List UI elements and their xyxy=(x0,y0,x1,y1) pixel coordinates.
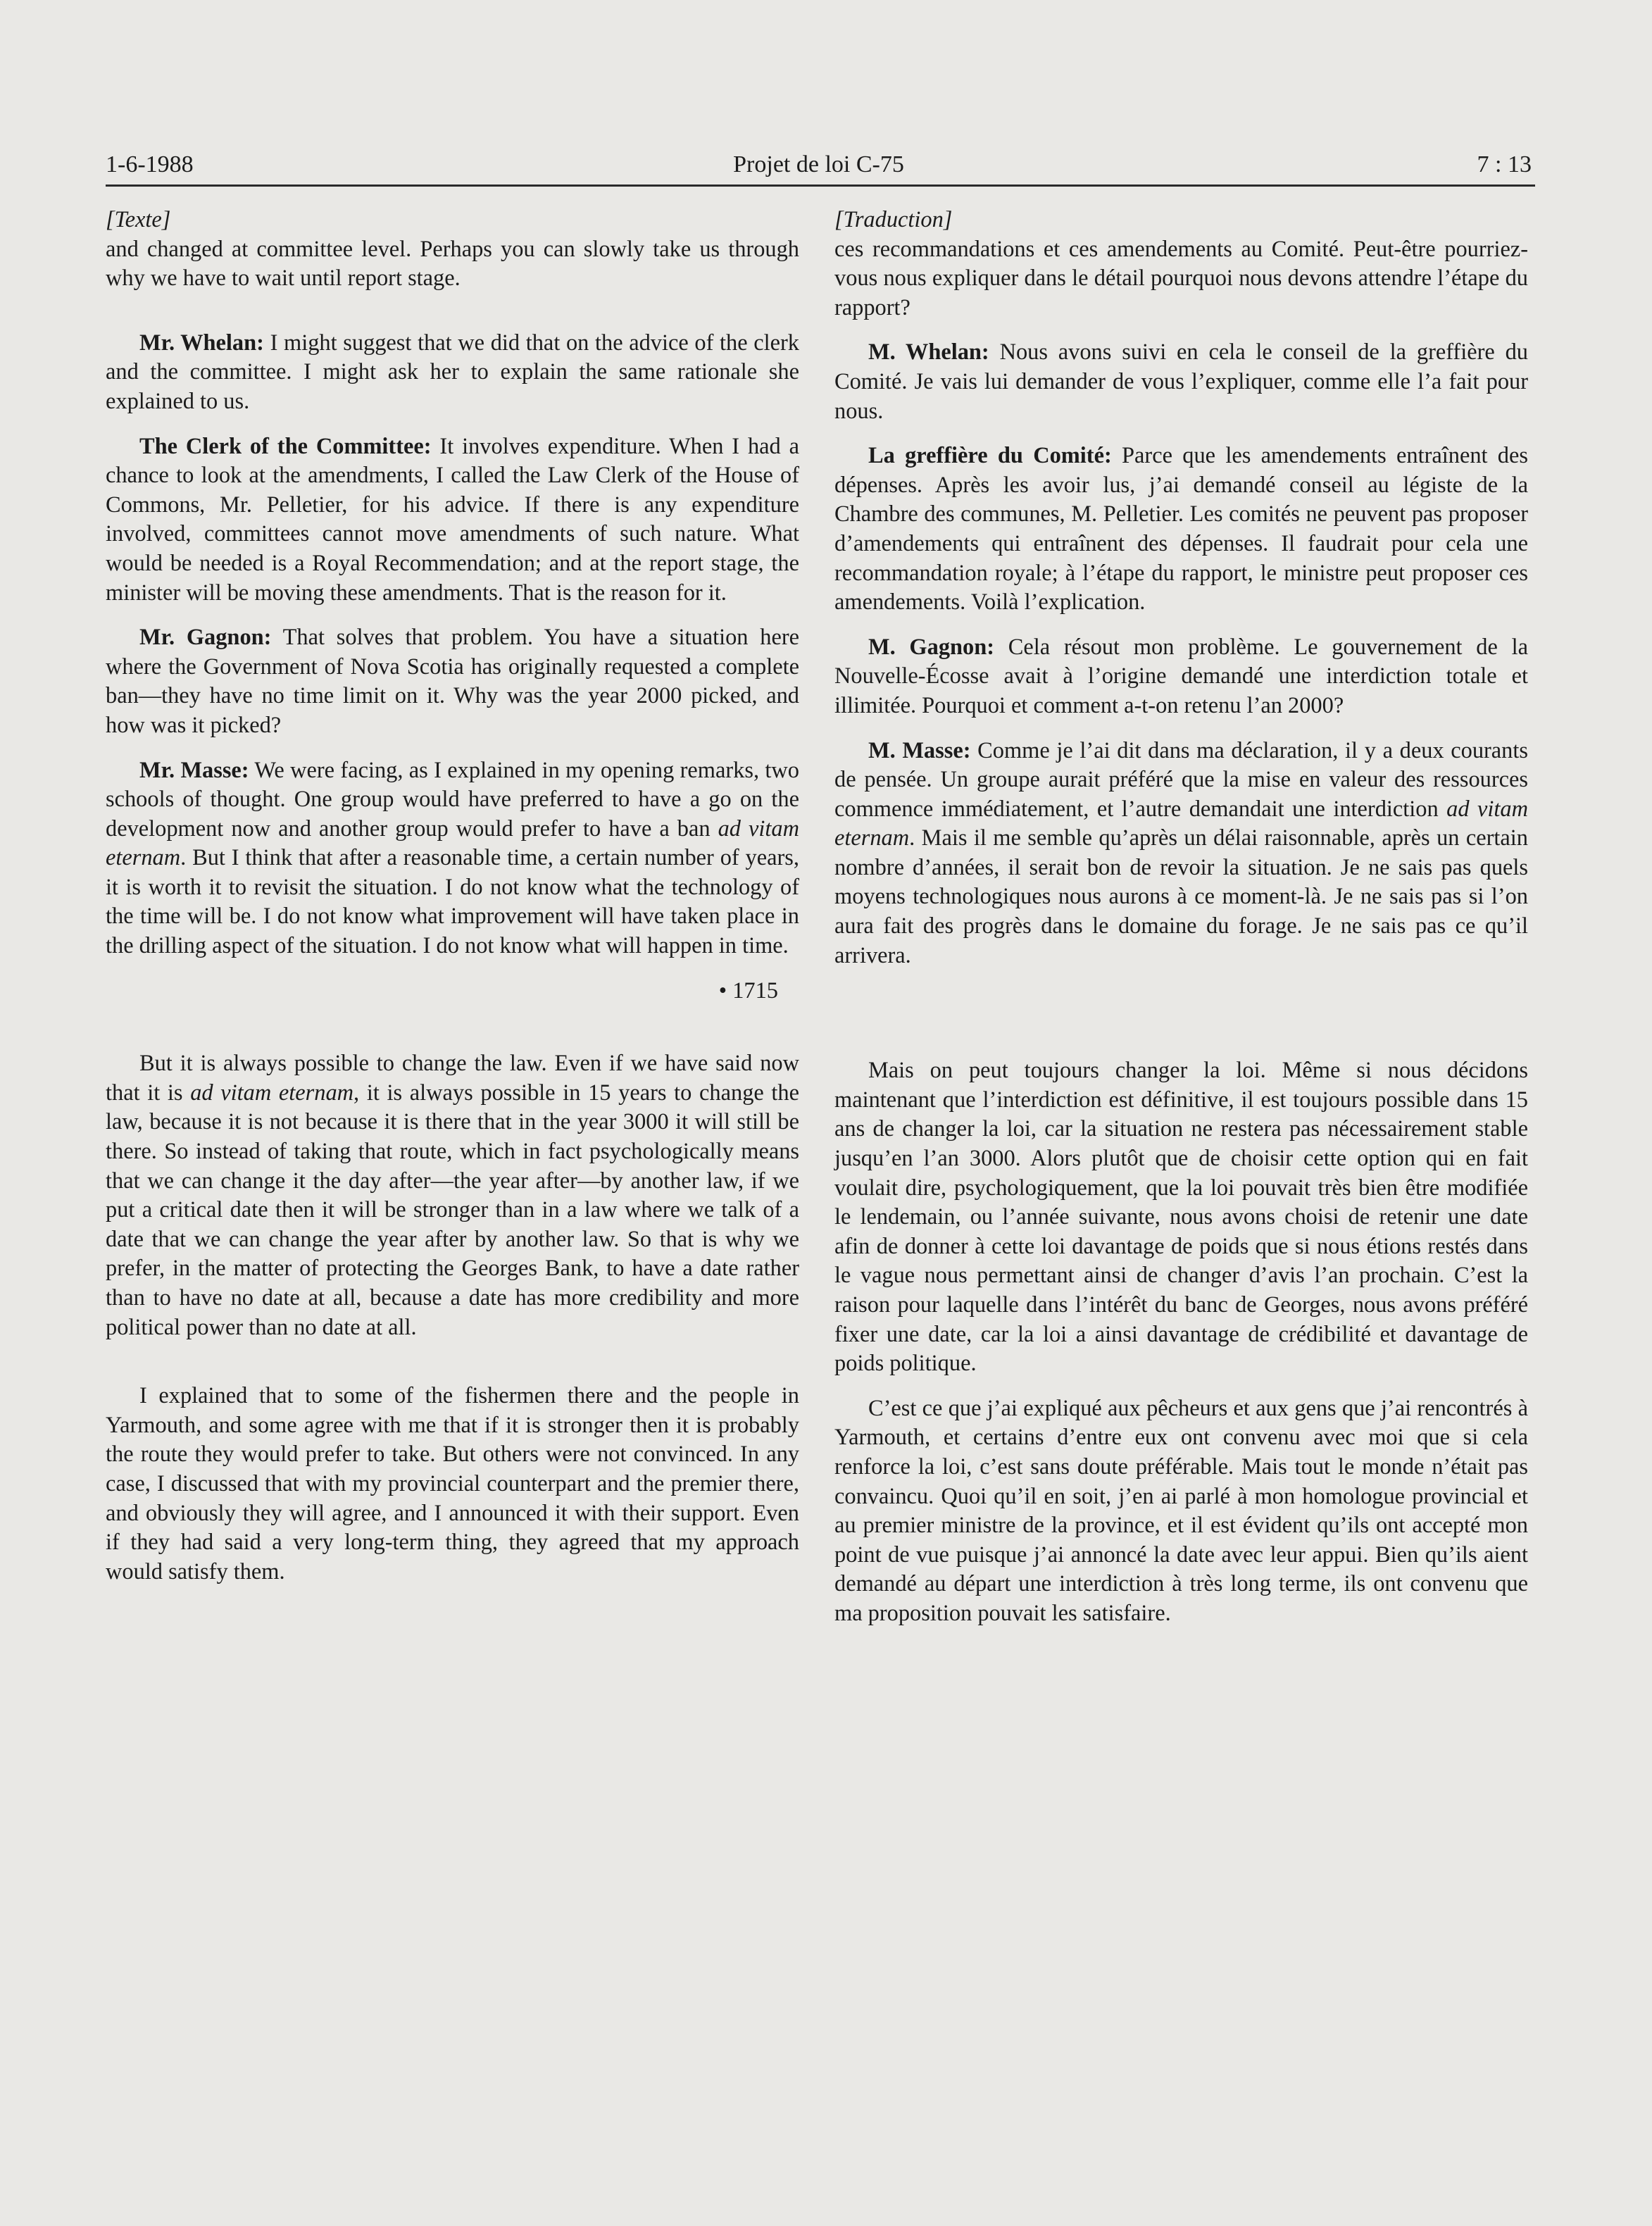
paragraph-text: That solves that problem. You have a situation here where the Government of Nova Scotia has originally requested a complete ban—they have no time limit on it. Why was the year 2000 picked, and how was it picked? xyxy=(106,625,799,738)
paragraph-whelan xyxy=(834,338,1528,426)
paragraph-fishermen: C’est ce que j’ai expliqué aux pêcheurs et aux gens que j’ai rencontrés à Yarmouth, et certains d’entre eux ont convenu avec moi que si cela renforce la loi, c’est sans doute préférable. Mais tout le monde n’était pas convaincu. Quoi qu’il en soit, j’en ai parlé à mon homologue provincial et au premier ministre de la province, et il est évident qu’ils ont accepté mon point de vue puisque j’ai annoncé la date avec leur appui. Bien qu’ils aient demandé au départ une interdiction à très long terme, ils ont convenu que ma proposition pouvait les satisfaire. xyxy=(834,1395,1528,1626)
paragraph-masse xyxy=(834,737,1528,971)
paragraph-text: Cela résout mon problème. Le gouvernement de la Nouvelle-Écosse avait à l’origine demandé une interdiction totale et illimitée. Pourquoi et comment a-t-on retenu l’an 2000? xyxy=(834,634,1528,718)
page-header xyxy=(106,151,1532,186)
paragraph-fishermen: I explained that to some of the fishermen there and the people in Yarmouth, and some agree with me that if it is stronger then it is probably the route they would prefer to take. But others were not convinced. In any case, I discussed that with my provincial counterpart and the premier there, and obviously they will agree, and I announced it with their support. Even if they had said a very long-term thing, they agreed that my approach would satisfy them. xyxy=(106,1383,799,1584)
speaker-name: M. Whelan: xyxy=(868,339,989,365)
french-column xyxy=(834,206,1528,1644)
paragraph-text: But it is always possible to change the law. Even if we have said now that it is xyxy=(106,1051,799,1106)
speaker-name: La greffière du Comité: xyxy=(868,443,1112,469)
paragraph-continuation: ces recommandations et ces amendements au Comité. Peut-être pourriez-vous nous expliquer dans le détail pourquoi nous devons attendre l’étape du rapport? xyxy=(834,236,1528,320)
speaker-name: M. Masse: xyxy=(868,737,971,763)
english-column xyxy=(106,206,799,1602)
speaker-name: Mr. Whelan: xyxy=(139,330,264,356)
speaker-name: M. Gagnon: xyxy=(868,634,995,660)
latin-phrase: ad vitam eternam xyxy=(190,1080,354,1106)
paragraph-masse-continued: Mais on peut toujours changer la loi. Même si nous décidons maintenant que l’interdiction est définitive, il est toujours possible dans 15 ans de changer la loi, car la situation ne restera pas nécessairement stable jusqu’en l’an 3000. Alors plutôt que de choisir cette option qui en fait voulait dire, psychologiquement, que la loi pouvait très bien être modifiée le lendemain, ou l’année suivante, nous avons choisi de retenir une date afin de donner à cette loi davantage de poids que si nous étions restés dans le vague nous permettant ainsi de changer d’avis l’an prochain. C’est la raison pour laquelle dans l’intérêt du banc de Georges, nous avons préféré fixer une date, car la loi a ainsi davantage de crédibilité et davantage de poids politique. xyxy=(834,1058,1528,1377)
paragraph-gagnon xyxy=(834,633,1528,721)
header-page-number: 7 : 13 xyxy=(1477,151,1532,177)
column-label-texte: [Texte] xyxy=(106,207,171,232)
paragraph-text: . But I think that after a reasonable time, a certain number of years, it is worth it to revisit the situation. I do not know what the technology of the time will be. I do not know what improvement will have taken place in the drilling aspect of the situation. I do not know what will happen in time. xyxy=(106,845,799,959)
header-rule xyxy=(106,185,1535,187)
paragraph-text: , it is always possible in 15 years to change the law, because it is not because it is there that in the year 3000 it will still be there. So instead of taking that route, which in fact psychologically means that we can change it the day after—the year after—by another law, if we put a critical date then it will be stronger than in a law where we talk of a date that we can change the year after by another law. So that is why we prefer, in the matter of protecting the Georges Bank, to have a date rather than to have no date at all, because a date has more credibility and more political power than no date at all. xyxy=(106,1080,800,1340)
speaker-name: Mr. Gagnon: xyxy=(139,625,272,651)
paragraph-text: Nous avons suivi en cela le conseil de la greffière du Comité. Je vais lui demander de vous l’expliquer, comme elle l’a fait pour nous. xyxy=(834,339,1528,424)
speaker-name: The Clerk of the Committee: xyxy=(139,433,432,459)
paragraph-clerk xyxy=(106,432,799,608)
paragraph-masse xyxy=(106,756,799,961)
paragraph-continuation: and changed at committee level. Perhaps you can slowly take us through why we have to wait until report stage. xyxy=(106,236,799,292)
paragraph-text: Comme je l’ai dit dans ma déclaration, il y a deux courants de pensée. Un groupe aurait préféré que la mise en valeur des ressources commence immédiatement, et l’autre demandait une interdiction xyxy=(834,737,1528,822)
paragraph-masse-continued xyxy=(106,1049,799,1342)
paragraph-text: . Mais il me semble qu’après un délai raisonnable, après un certain nombre d’années, il serait bon de revoir la situation. Je ne sais pas quels moyens technologiques nous aurons à ce moment-là. Je ne sais pas si l’on aura fait des progrès dans le domaine du forage. Je ne sais pas ce qu’il arrivera. xyxy=(834,825,1528,968)
time-stamp: • 1715 xyxy=(718,977,778,1003)
column-label-traduction: [Traduction] xyxy=(834,207,953,232)
paragraph-text: Parce que les amendements entraînent des dépenses. Après les avoir lus, j’ai demandé conseil au légiste de la Chambre des communes, M. Pelletier. Les comités ne peuvent pas proposer d’amendements qui entraînent des dépenses. Il faudrait pour cela une recommandation royale; à l’étape du rapport, le ministre peut proposer ces amendements. Voilà l’explication. xyxy=(834,443,1528,615)
header-date: 1-6-1988 xyxy=(106,151,194,177)
paragraph-clerk xyxy=(834,442,1528,618)
paragraph-text: I might suggest that we did that on the advice of the clerk and the committee. I might ask her to explain the same rationale she explained to us. xyxy=(106,330,799,414)
paragraph-gagnon xyxy=(106,623,799,740)
speaker-name: Mr. Masse: xyxy=(139,757,249,783)
paragraph-text: We were facing, as I explained in my opening remarks, two schools of thought. One group would have preferred to have a go on the development now and another group would prefer to have a ban xyxy=(106,757,800,842)
latin-phrase: ad vitam eternam xyxy=(106,815,799,871)
latin-phrase: ad vitam eternam xyxy=(834,796,1528,851)
paragraph-whelan xyxy=(106,329,799,417)
paragraph-text: It involves expenditure. When I had a chance to look at the amendments, I called the Law Clerk of the House of Commons, Mr. Pelletier, for his advice. If there is any expenditure involved, committees cannot move amendments of such nature. What would be needed is a Royal Recommendation; and at the report stage, the minister will be moving these amendments. That is the reason for it. xyxy=(106,433,799,606)
header-title: Projet de loi C-75 xyxy=(733,151,904,177)
